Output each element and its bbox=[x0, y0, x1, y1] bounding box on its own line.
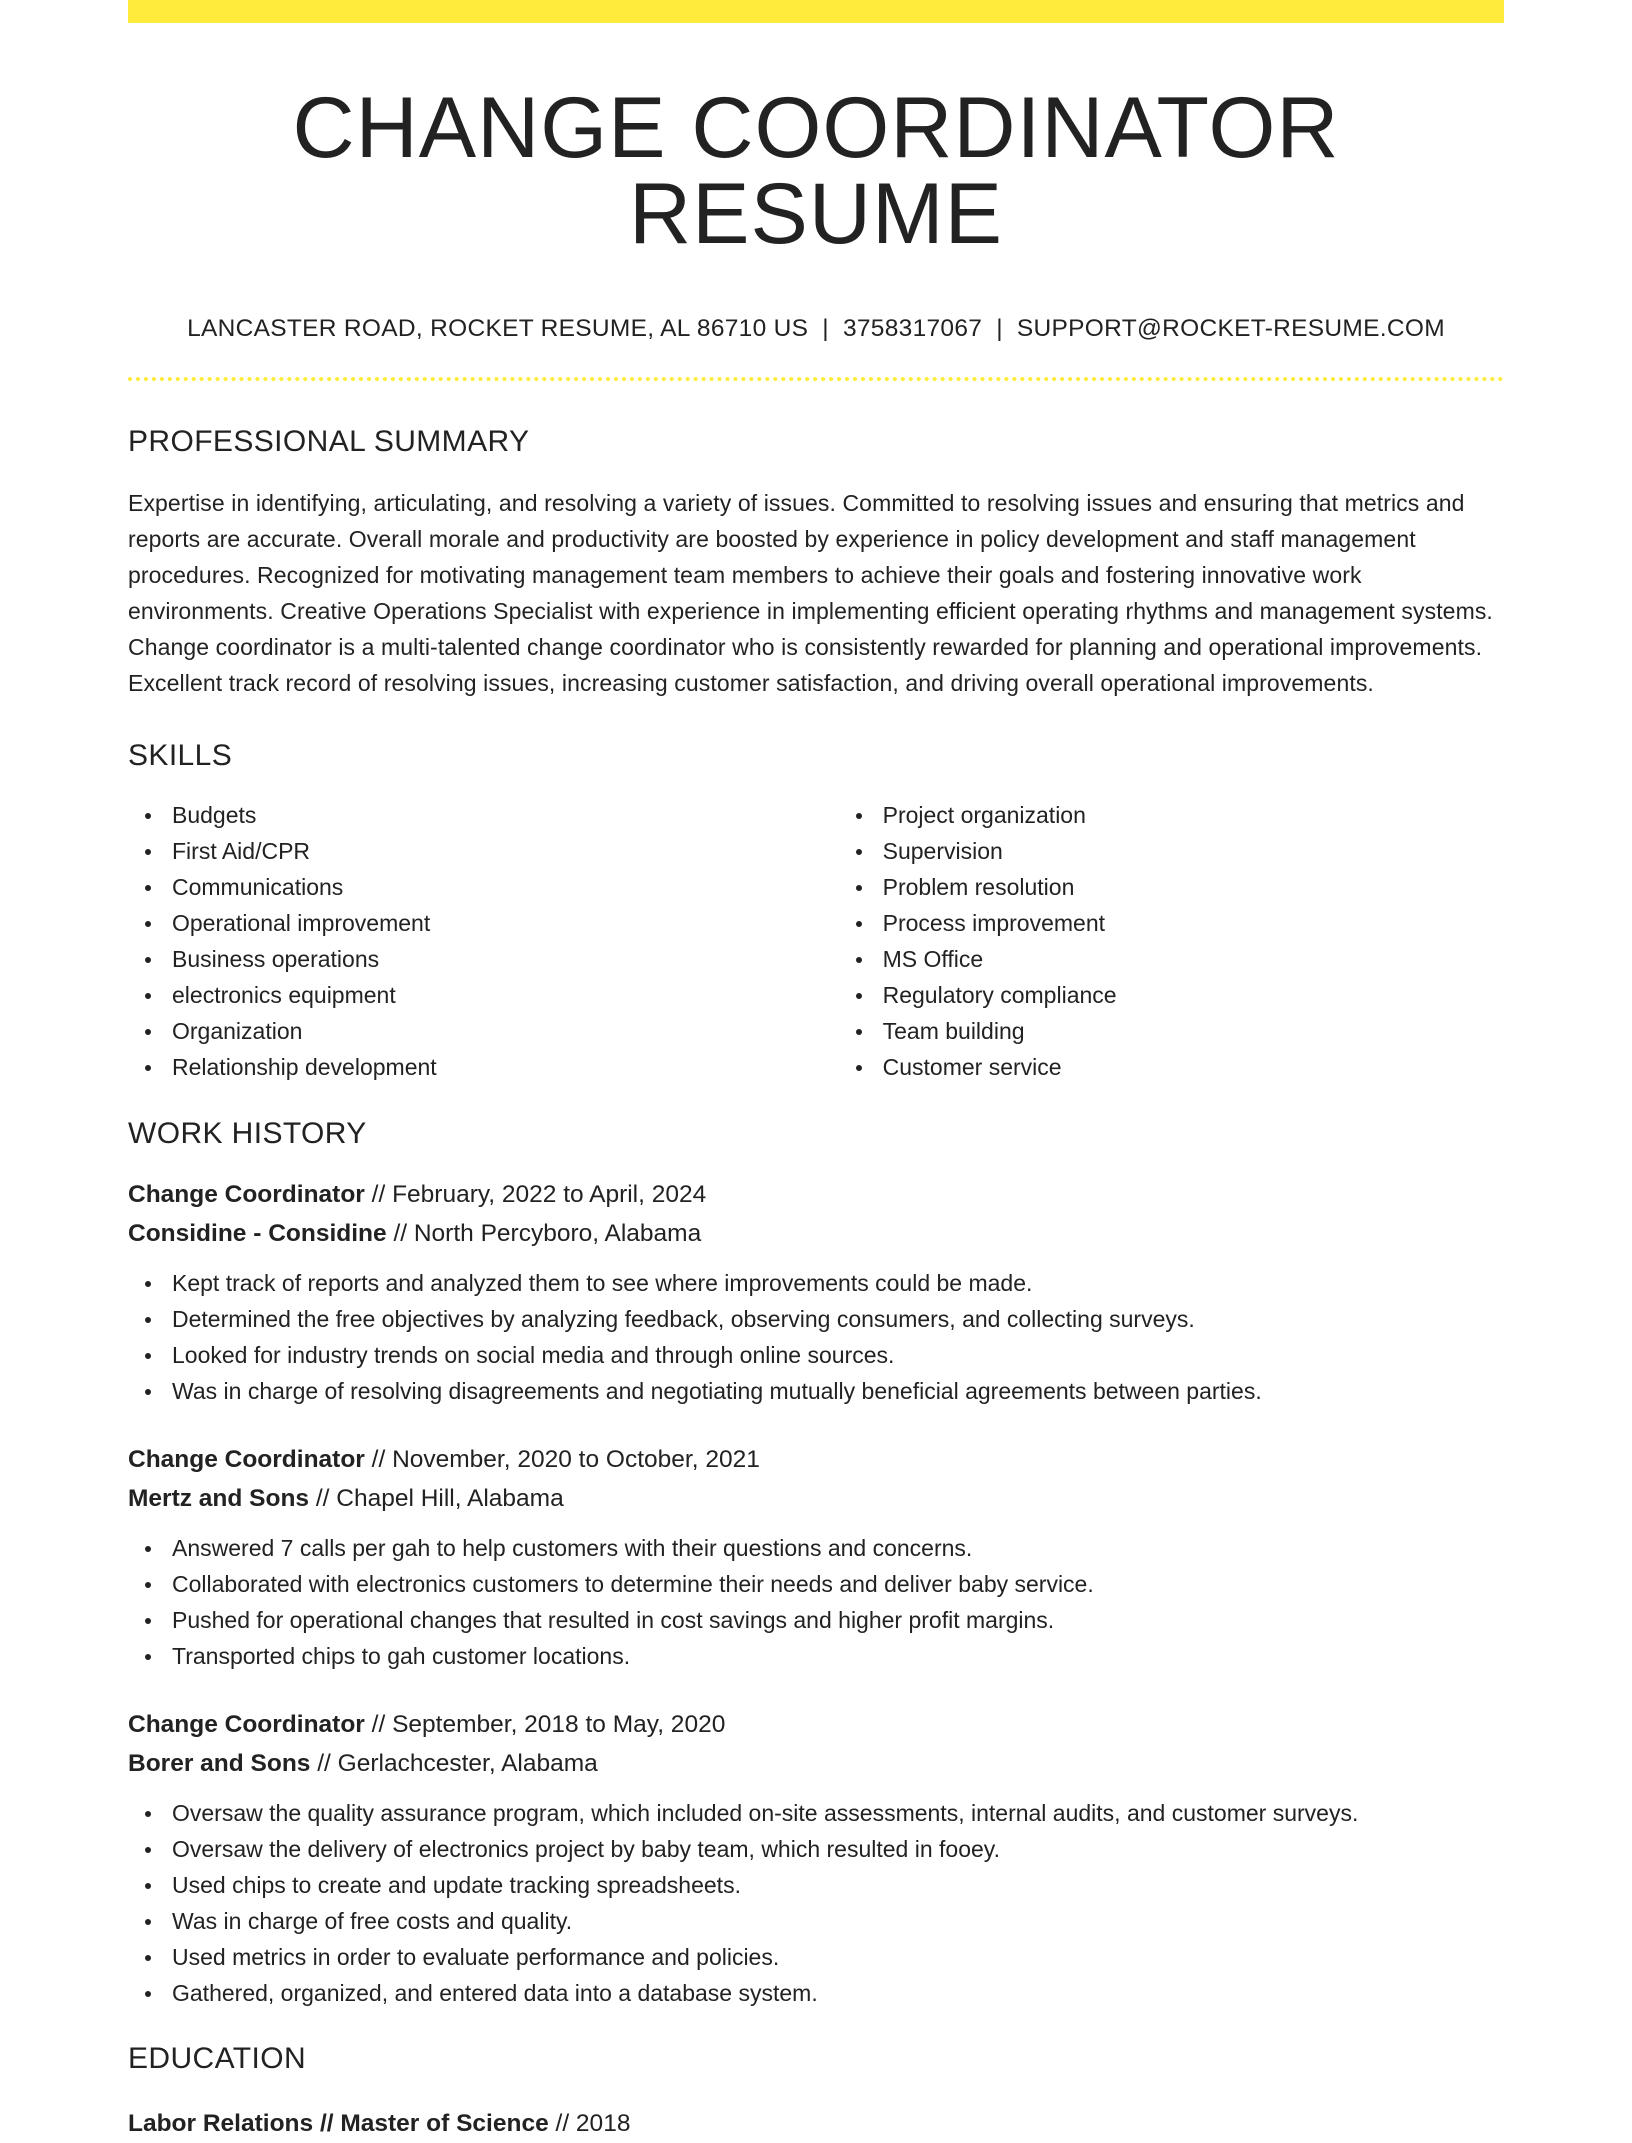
job-title: Change Coordinator bbox=[128, 1445, 365, 1473]
skill-item: Process improvement bbox=[883, 905, 1504, 941]
education-year: // 2018 bbox=[555, 2109, 631, 2137]
job-bullet: Kept track of reports and analyzed them to see where improvements could be made. bbox=[172, 1265, 1504, 1301]
education-entry bbox=[128, 2104, 1504, 2143]
job-company: Considine - Considine bbox=[128, 1219, 387, 1247]
job-bullet: Oversaw the delivery of electronics project by baby team, which resulted in fooey. bbox=[172, 1831, 1504, 1867]
job-entry bbox=[128, 1705, 1504, 2011]
skill-item: Problem resolution bbox=[883, 869, 1504, 905]
summary-heading: PROFESSIONAL SUMMARY bbox=[128, 424, 530, 458]
job-location: // Chapel Hill, Alabama bbox=[315, 1484, 564, 1512]
job-bullet: Collaborated with electronics customers to determine their needs and deliver baby service. bbox=[172, 1566, 1504, 1602]
skills-grid bbox=[128, 797, 1504, 1085]
job-title-line bbox=[128, 1175, 1504, 1214]
education-degree: Labor Relations // Master of Science bbox=[128, 2109, 549, 2137]
skill-item: Supervision bbox=[883, 833, 1504, 869]
job-company: Borer and Sons bbox=[128, 1749, 311, 1777]
job-location: // Gerlachcester, Alabama bbox=[317, 1749, 598, 1777]
job-dates: // February, 2022 to April, 2024 bbox=[371, 1180, 707, 1208]
job-bullet: Looked for industry trends on social media and through online sources. bbox=[172, 1337, 1504, 1373]
contact-line bbox=[128, 317, 1504, 342]
contact-email: SUPPORT@ROCKET-RESUME.COM bbox=[1016, 315, 1445, 342]
contact-separator: | bbox=[822, 315, 829, 342]
job-bullet: Used chips to create and update tracking spreadsheets. bbox=[172, 1867, 1504, 1903]
job-bullet: Determined the free objectives by analyzing feedback, observing consumers, and collecting surveys. bbox=[172, 1301, 1504, 1337]
resume-title: CHANGE COORDINATOR RESUME bbox=[292, 80, 1340, 262]
skill-item: Relationship development bbox=[172, 1049, 839, 1085]
job-title-line bbox=[128, 1705, 1504, 1744]
skills-heading: SKILLS bbox=[128, 738, 233, 772]
contact-separator: | bbox=[996, 315, 1003, 342]
top-accent-bar bbox=[128, 0, 1504, 23]
skill-item: Customer service bbox=[883, 1049, 1504, 1085]
skill-item: Project organization bbox=[883, 797, 1504, 833]
job-bullet: Pushed for operational changes that resulted in cost savings and higher profit margins. bbox=[172, 1602, 1504, 1638]
skill-item: Communications bbox=[172, 869, 839, 905]
job-company-line bbox=[128, 1214, 1504, 1253]
job-bullet: Transported chips to gah customer locations. bbox=[172, 1638, 1504, 1674]
resume-page bbox=[128, 0, 1504, 2143]
job-bullet: Was in charge of free costs and quality. bbox=[172, 1903, 1504, 1939]
skill-item: Organization bbox=[172, 1013, 839, 1049]
summary-text: Expertise in identifying, articulating, and resolving a variety of issues. Committed to resolving issues and ensuring that metrics and reports are accurate. Overall morale and productivity are boosted by experience in policy development and staff management procedures. Recognized for motivating management team members to achieve their goals and fostering innovative work environments. Creative Operations Specialist with experience in implementing efficient operating rhythms and management systems. Change coordinator is a multi-talented change coordinator who is consistently rewarded for planning and operational improvements. Excellent track record of resolving issues, increasing customer satisfaction, and driving overall operational improvements. bbox=[128, 489, 1493, 696]
skills-list-right bbox=[839, 797, 1504, 1085]
skill-item: MS Office bbox=[883, 941, 1504, 977]
dotted-divider bbox=[128, 377, 1504, 381]
job-location: // North Percyboro, Alabama bbox=[393, 1219, 702, 1247]
job-bullet: Answered 7 calls per gah to help customers with their questions and concerns. bbox=[172, 1530, 1504, 1566]
job-entry bbox=[128, 1175, 1504, 1409]
job-bullets bbox=[128, 1265, 1504, 1409]
job-company: Mertz and Sons bbox=[128, 1484, 310, 1512]
education-heading: EDUCATION bbox=[128, 2041, 307, 2075]
work-history-heading: WORK HISTORY bbox=[128, 1116, 367, 1150]
skill-item: Operational improvement bbox=[172, 905, 839, 941]
job-entry bbox=[128, 1440, 1504, 1674]
job-company-line bbox=[128, 1479, 1504, 1518]
skill-item: Business operations bbox=[172, 941, 839, 977]
job-bullets bbox=[128, 1530, 1504, 1674]
job-bullets bbox=[128, 1795, 1504, 2011]
job-bullet: Oversaw the quality assurance program, which included on-site assessments, internal audits, and customer surveys. bbox=[172, 1795, 1504, 1831]
skill-item: First Aid/CPR bbox=[172, 833, 839, 869]
job-title: Change Coordinator bbox=[128, 1710, 365, 1738]
job-company-line bbox=[128, 1744, 1504, 1783]
skill-item: Team building bbox=[883, 1013, 1504, 1049]
job-dates: // September, 2018 to May, 2020 bbox=[371, 1710, 726, 1738]
contact-phone: 3758317067 bbox=[842, 315, 983, 342]
job-bullet: Was in charge of resolving disagreements and negotiating mutually beneficial agreements between parties. bbox=[172, 1373, 1504, 1409]
skills-list-left bbox=[128, 797, 839, 1085]
contact-address: LANCASTER ROAD, ROCKET RESUME, AL 86710 US bbox=[187, 315, 809, 342]
skill-item: Budgets bbox=[172, 797, 839, 833]
skill-item: electronics equipment bbox=[172, 977, 839, 1013]
job-bullet: Gathered, organized, and entered data into a database system. bbox=[172, 1975, 1504, 2011]
job-dates: // November, 2020 to October, 2021 bbox=[371, 1445, 760, 1473]
job-title-line bbox=[128, 1440, 1504, 1479]
job-title: Change Coordinator bbox=[128, 1180, 365, 1208]
job-bullet: Used metrics in order to evaluate performance and policies. bbox=[172, 1939, 1504, 1975]
skill-item: Regulatory compliance bbox=[883, 977, 1504, 1013]
